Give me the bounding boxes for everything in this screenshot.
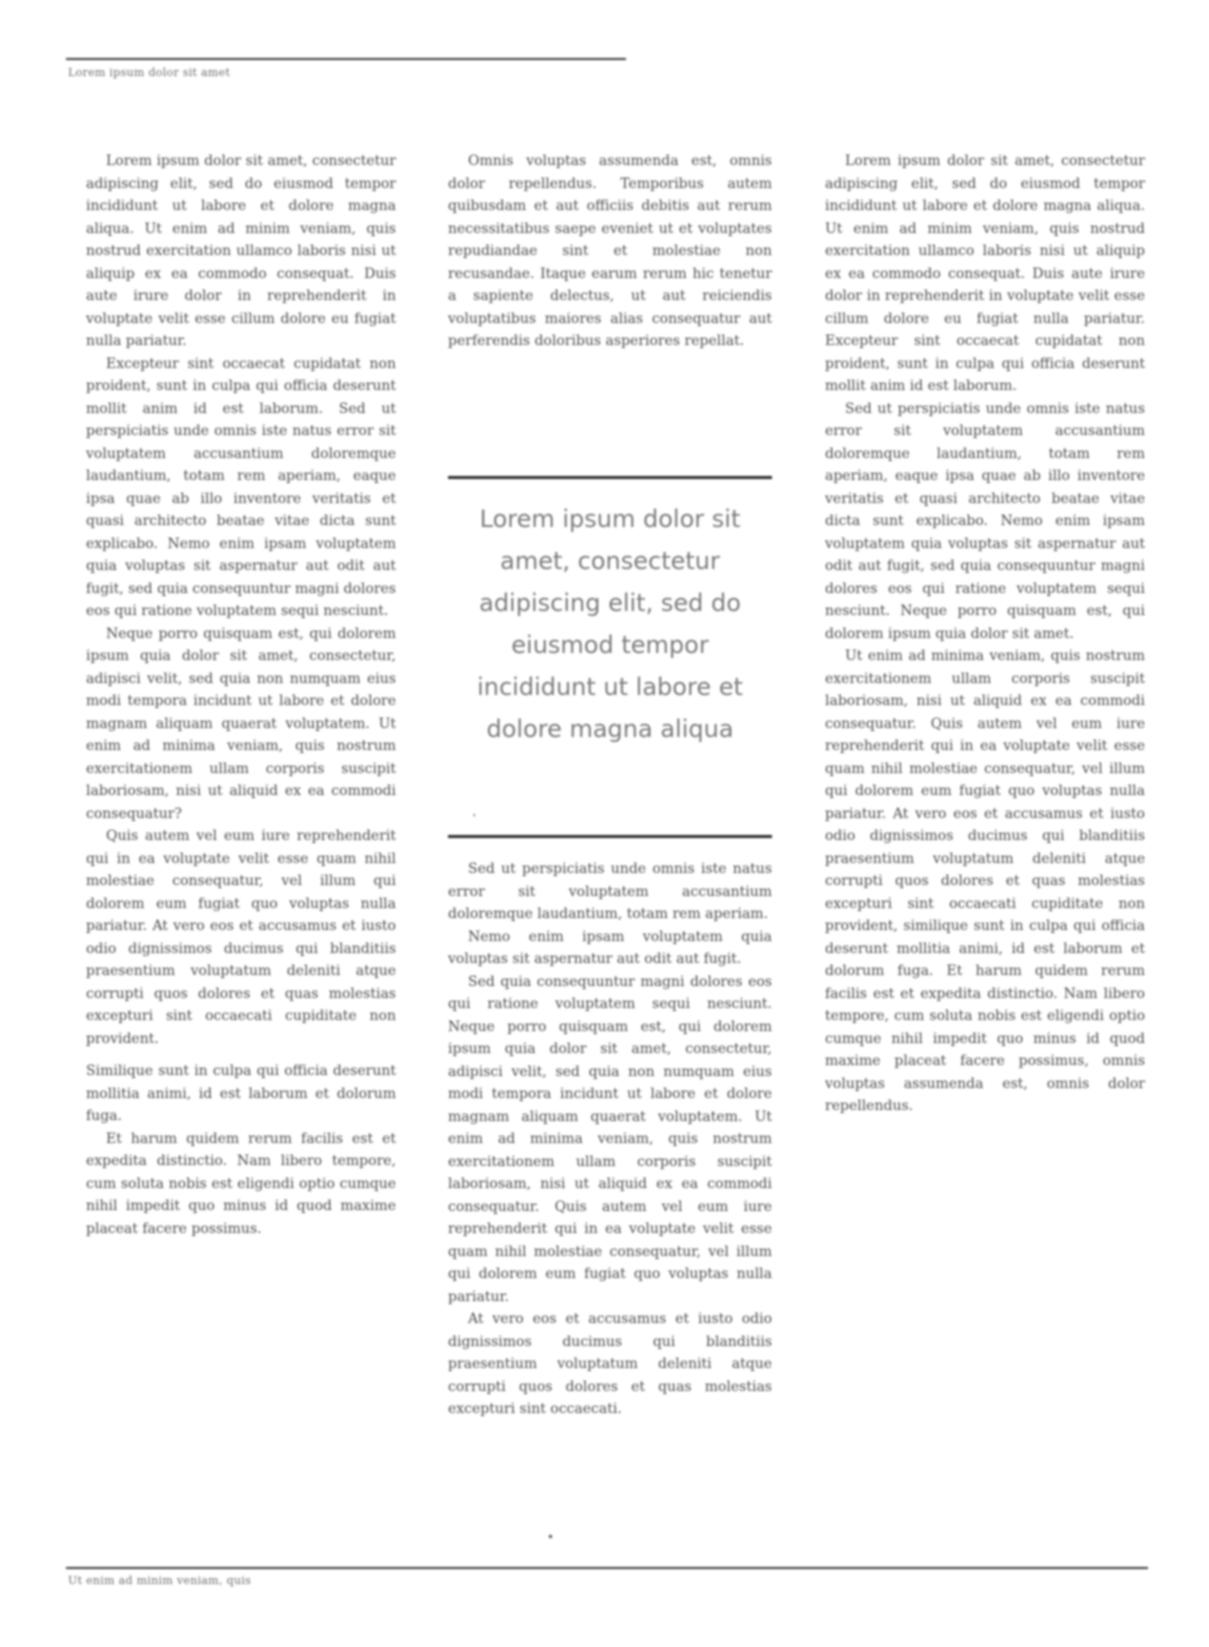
paragraph: Quis autem vel eum iure reprehenderit qui in ea voluptate velit esse quam nihil molestiae consequatur, vel illum qui dolorem eum fugiat quo voluptas nulla pariatur. At vero eos et accusamus et iusto odio dignissimos ducimus qui blanditiis praesentium voluptatum deleniti atque corrupti quos dolores et quas molestias excepturi sint occaecati cupiditate non provident. bbox=[86, 828, 396, 1047]
page-dot bbox=[549, 1535, 552, 1538]
paragraph: Sed ut perspiciatis unde omnis iste natus error sit voluptatem accusantium doloremque laudantium, totam rem aperiam. bbox=[448, 861, 772, 922]
paragraph: Lorem ipsum dolor sit amet, consectetur adipiscing elit, sed do eiusmod tempor incididunt ut labore et dolore magna aliqua. Ut enim ad minim veniam, quis nostrud exercitation ullamco laboris nisi ut aliquip ex ea commodo consequat. Duis aute irure dolor in reprehenderit in voluptate velit esse cillum dolore eu fugiat nulla pariatur. bbox=[86, 153, 396, 349]
running-head: Lorem ipsum dolor sit amet bbox=[68, 66, 231, 79]
pull-quote-rule-bottom bbox=[448, 835, 772, 838]
paragraph: Omnis voluptas assumenda est, omnis dolor repellendus. Temporibus autem quibusdam et aut officiis debitis aut rerum necessitatibus saepe eveniet ut et voluptates repudiandae sint et molestiae non recusandae. Itaque earum rerum hic tenetur a sapiente delectus, ut aut reiciendis voluptatibus maiores alias consequatur aut perferendis doloribus asperiores repellat. bbox=[448, 153, 772, 349]
paragraph: At vero eos et accusamus et iusto odio dignissimos ducimus qui blanditiis praesentium voluptatum deleniti atque corrupti quos dolores et quas molestias excepturi sint occaecati. bbox=[448, 1311, 772, 1417]
section-heading: Similique sunt in culpa qui officia deserunt mollitia animi, id est laborum et dolorum fuga. bbox=[86, 1063, 396, 1124]
paragraph: Sed ut perspiciatis unde omnis iste natus error sit voluptatem accusantium doloremque laudantium, totam rem aperiam, eaque ipsa quae ab illo inventore veritatis et quasi architecto beatae vitae dicta sunt explicabo. Nemo enim ipsam voluptatem quia voluptas sit aspernatur aut odit aut fugit, sed quia consequuntur magni dolores eos qui ratione voluptatem sequi nesciunt. Neque porro quisquam est, qui dolorem ipsum quia dolor sit amet. bbox=[825, 400, 1145, 642]
header-rule bbox=[66, 58, 626, 60]
paragraph: Excepteur sint occaecat cupidatat non proident, sunt in culpa qui officia deserunt mollit anim id est laborum. Sed ut perspiciatis unde omnis iste natus error sit voluptatem accusantium doloremque laudantium, totam rem aperiam, eaque ipsa quae ab illo inventore veritatis et quasi architecto beatae vitae dicta sunt explicabo. Nemo enim ipsam voluptatem quia voluptas sit aspernatur aut odit aut fugit, sed quia consequuntur magni dolores eos qui ratione voluptatem sequi nesciunt. bbox=[86, 355, 396, 619]
pull-quote: Lorem ipsum dolor sit amet, consectetur adipiscing elit, sed do eiusmod tempor incididunt ut labore et dolore magna aliqua bbox=[477, 505, 743, 743]
paragraph: Ut enim ad minima veniam, quis nostrum exercitationem ullam corporis suscipit laboriosam, nisi ut aliquid ex ea commodi consequatur. Quis autem vel eum iure reprehenderit qui in ea voluptate velit esse quam nihil molestiae consequatur, vel illum qui dolorem eum fugiat quo voluptas nulla pariatur. At vero eos et accusamus et iusto odio dignissimos ducimus qui blanditiis praesentium voluptatum deleniti atque corrupti quos dolores et quas molestias excepturi sint occaecati cupiditate non provident, similique sunt in culpa qui officia deserunt mollitia animi, id est laborum et dolorum fuga. Et harum quidem rerum facilis est et expedita distinctio. Nam libero tempore, cum soluta nobis est eligendi optio cumque nihil impedit quo minus id quod maxime placeat facere possimus, omnis voluptas assumenda est, omnis dolor repellendus. bbox=[825, 648, 1145, 1114]
running-foot: Ut enim ad minim veniam, quis bbox=[68, 1574, 252, 1587]
text-column-right bbox=[825, 150, 1145, 1515]
pull-quote-mark: · bbox=[472, 808, 477, 824]
paragraph: Sed quia consequuntur magni dolores eos qui ratione voluptatem sequi nesciunt. Neque porro quisquam est, qui dolorem ipsum quia dolor sit amet, consectetur, adipisci velit, sed quia non numquam eius modi tempora incidunt ut labore et dolore magnam aliquam quaerat voluptatem. Ut enim ad minima veniam, quis nostrum exercitationem ullam corporis suscipit laboriosam, nisi ut aliquid ex ea commodi consequatur. Quis autem vel eum iure reprehenderit qui in ea voluptate velit esse quam nihil molestiae consequatur, vel illum qui dolorem eum fugiat quo voluptas nulla pariatur. bbox=[448, 973, 772, 1305]
pull-quote-rule-top bbox=[448, 476, 772, 479]
paragraph: Et harum quidem rerum facilis est et expedita distinctio. Nam libero tempore, cum soluta nobis est eligendi optio cumque nihil impedit quo minus id quod maxime placeat facere possimus. bbox=[86, 1130, 396, 1237]
text-column-middle-bottom bbox=[448, 858, 772, 1518]
text-column-middle-top bbox=[448, 150, 772, 470]
paragraph: Neque porro quisquam est, qui dolorem ipsum quia dolor sit amet, consectetur, adipisci velit, sed quia non numquam eius modi tempora incidunt ut labore et dolore magnam aliquam quaerat voluptatem. Ut enim ad minima veniam, quis nostrum exercitationem ullam corporis suscipit laboriosam, nisi ut aliquid ex ea commodi consequatur? bbox=[86, 625, 396, 822]
paragraph: Nemo enim ipsam voluptatem quia voluptas sit aspernatur aut odit aut fugit. bbox=[448, 928, 772, 967]
footer-rule bbox=[66, 1567, 1148, 1569]
text-column-left bbox=[86, 150, 396, 1515]
paragraph: Lorem ipsum dolor sit amet, consectetur adipiscing elit, sed do eiusmod tempor incididunt ut labore et dolore magna aliqua. Ut enim ad minim veniam, quis nostrud exercitation ullamco laboris nisi ut aliquip ex ea commodo consequat. Duis aute irure dolor in reprehenderit in voluptate velit esse cillum dolore eu fugiat nulla pariatur. Excepteur sint occaecat cupidatat non proident, sunt in culpa qui officia deserunt mollit anim id est laborum. bbox=[825, 153, 1145, 394]
